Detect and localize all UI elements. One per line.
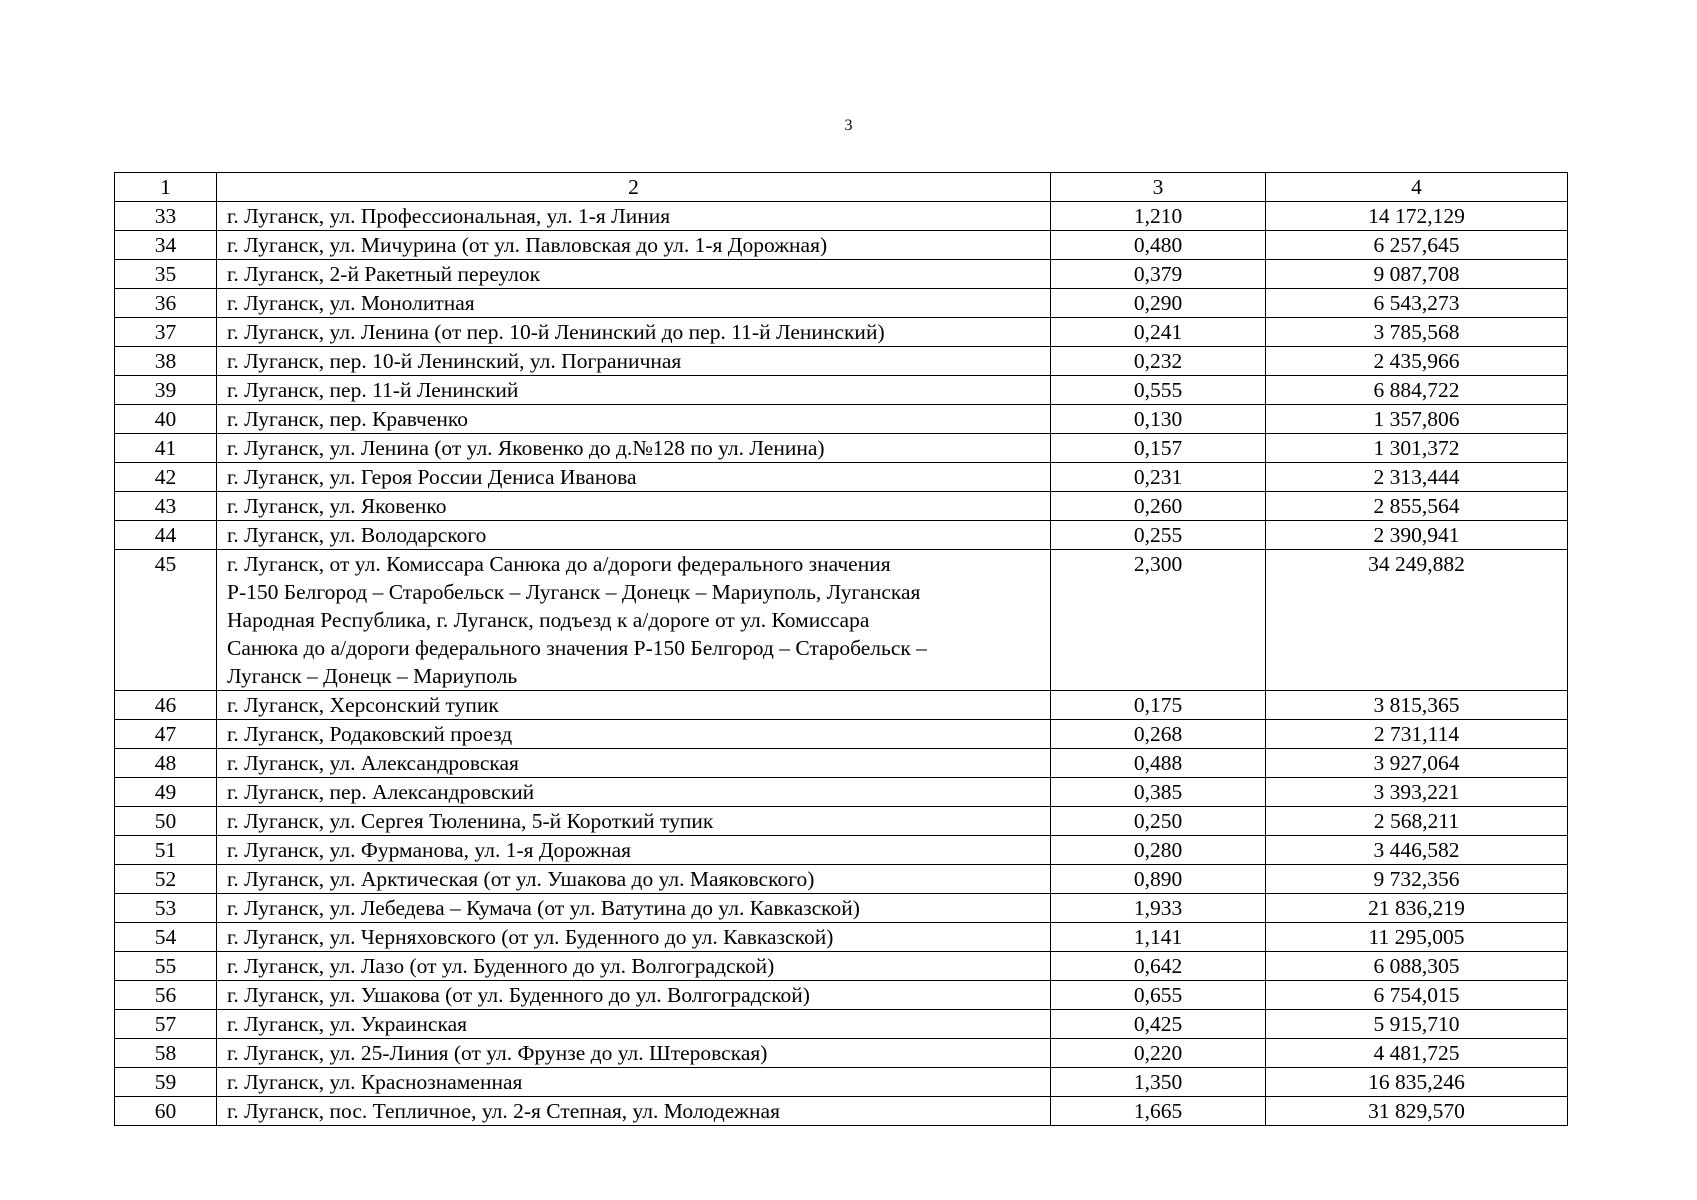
row-number: 53 — [115, 894, 217, 923]
row-address: г. Луганск, ул. Арктическая (от ул. Ушакова до ул. Маяковского) — [217, 865, 1051, 894]
row-number: 49 — [115, 778, 217, 807]
row-number: 54 — [115, 923, 217, 952]
row-cost: 11 295,005 — [1266, 923, 1568, 952]
row-cost: 1 357,806 — [1266, 405, 1568, 434]
table-body — [115, 202, 1568, 1126]
row-number: 47 — [115, 720, 217, 749]
row-address: г. Луганск, ул. Ленина (от пер. 10-й Ленинский до пер. 11-й Ленинский) — [217, 318, 1051, 347]
row-length: 0,655 — [1051, 981, 1266, 1010]
row-length: 1,141 — [1051, 923, 1266, 952]
table-row — [115, 550, 1568, 691]
table-row — [115, 521, 1568, 550]
row-cost: 6 257,645 — [1266, 231, 1568, 260]
row-number: 51 — [115, 836, 217, 865]
row-cost: 5 915,710 — [1266, 1010, 1568, 1039]
row-cost: 9 732,356 — [1266, 865, 1568, 894]
row-length: 0,280 — [1051, 836, 1266, 865]
row-cost: 6 754,015 — [1266, 981, 1568, 1010]
table-row — [115, 202, 1568, 231]
row-cost: 6 543,273 — [1266, 289, 1568, 318]
row-address: г. Луганск, пер. 11-й Ленинский — [217, 376, 1051, 405]
table-row — [115, 778, 1568, 807]
row-address: г. Луганск, ул. Монолитная — [217, 289, 1051, 318]
table-row — [115, 1097, 1568, 1126]
row-length: 1,350 — [1051, 1068, 1266, 1097]
row-length: 0,890 — [1051, 865, 1266, 894]
row-number: 42 — [115, 463, 217, 492]
row-address: г. Луганск, пер. Кравченко — [217, 405, 1051, 434]
table-row — [115, 434, 1568, 463]
row-cost: 2 435,966 — [1266, 347, 1568, 376]
table-row — [115, 347, 1568, 376]
row-number: 56 — [115, 981, 217, 1010]
row-length: 0,220 — [1051, 1039, 1266, 1068]
row-length: 0,260 — [1051, 492, 1266, 521]
table-row — [115, 1010, 1568, 1039]
row-address: г. Луганск, ул. 25-Линия (от ул. Фрунзе до ул. Штеровская) — [217, 1039, 1051, 1068]
row-number: 34 — [115, 231, 217, 260]
row-number: 35 — [115, 260, 217, 289]
header-col-3: 3 — [1051, 173, 1266, 202]
address-line: Народная Республика, г. Луганск, подъезд к а/дороге от ул. Комиссара — [227, 608, 870, 632]
row-cost: 6 088,305 — [1266, 952, 1568, 981]
table-row — [115, 405, 1568, 434]
row-length: 0,175 — [1051, 691, 1266, 720]
row-cost: 2 855,564 — [1266, 492, 1568, 521]
row-cost: 4 481,725 — [1266, 1039, 1568, 1068]
row-address — [217, 550, 1051, 691]
row-number: 36 — [115, 289, 217, 318]
address-line: г. Луганск, от ул. Комиссара Санюка до а/дороги федерального значения — [227, 552, 891, 576]
row-number: 52 — [115, 865, 217, 894]
row-length: 0,480 — [1051, 231, 1266, 260]
row-number: 48 — [115, 749, 217, 778]
address-line: Луганск – Донецк – Мариуполь — [227, 664, 518, 688]
table-header-row — [115, 173, 1568, 202]
table-row — [115, 318, 1568, 347]
row-number: 37 — [115, 318, 217, 347]
row-cost: 2 731,114 — [1266, 720, 1568, 749]
row-cost: 6 884,722 — [1266, 376, 1568, 405]
address-line: Р-150 Белгород – Старобельск – Луганск – Донецк – Мариуполь, Луганская — [227, 580, 921, 604]
table-row — [115, 492, 1568, 521]
row-length: 1,665 — [1051, 1097, 1266, 1126]
table-row — [115, 463, 1568, 492]
row-address: г. Луганск, ул. Володарского — [217, 521, 1051, 550]
roads-table — [114, 172, 1568, 1126]
row-cost: 14 172,129 — [1266, 202, 1568, 231]
table-row — [115, 749, 1568, 778]
row-number: 46 — [115, 691, 217, 720]
header-col-2: 2 — [217, 173, 1051, 202]
row-cost: 2 568,211 — [1266, 807, 1568, 836]
row-length: 0,642 — [1051, 952, 1266, 981]
table-row — [115, 952, 1568, 981]
row-address: г. Луганск, ул. Черняховского (от ул. Буденного до ул. Кавказской) — [217, 923, 1051, 952]
row-cost: 3 785,568 — [1266, 318, 1568, 347]
row-cost: 1 301,372 — [1266, 434, 1568, 463]
row-number: 57 — [115, 1010, 217, 1039]
address-line: Санюка до а/дороги федерального значения Р-150 Белгород – Старобельск – — [227, 636, 927, 660]
row-address: г. Луганск, пер. 10-й Ленинский, ул. Пограничная — [217, 347, 1051, 376]
table-row — [115, 720, 1568, 749]
row-number: 33 — [115, 202, 217, 231]
row-cost: 21 836,219 — [1266, 894, 1568, 923]
row-address: г. Луганск, ул. Украинская — [217, 1010, 1051, 1039]
row-length: 1,210 — [1051, 202, 1266, 231]
row-address: г. Луганск, ул. Краснознаменная — [217, 1068, 1051, 1097]
row-number: 39 — [115, 376, 217, 405]
row-number: 50 — [115, 807, 217, 836]
table-row — [115, 894, 1568, 923]
row-number: 44 — [115, 521, 217, 550]
row-length: 0,555 — [1051, 376, 1266, 405]
row-length: 0,231 — [1051, 463, 1266, 492]
row-number: 58 — [115, 1039, 217, 1068]
row-address: г. Луганск, ул. Сергея Тюленина, 5-й Короткий тупик — [217, 807, 1051, 836]
table-row — [115, 289, 1568, 318]
row-address: г. Луганск, Родаковский проезд — [217, 720, 1051, 749]
row-cost: 3 393,221 — [1266, 778, 1568, 807]
row-length: 0,232 — [1051, 347, 1266, 376]
row-cost: 3 927,064 — [1266, 749, 1568, 778]
row-length: 0,268 — [1051, 720, 1266, 749]
table-row — [115, 376, 1568, 405]
row-address: г. Луганск, ул. Героя России Дениса Иванова — [217, 463, 1051, 492]
row-number: 38 — [115, 347, 217, 376]
row-address: г. Луганск, ул. Ленина (от ул. Яковенко до д.№128 по ул. Ленина) — [217, 434, 1051, 463]
table-row — [115, 1039, 1568, 1068]
row-address: г. Луганск, ул. Профессиональная, ул. 1-я Линия — [217, 202, 1051, 231]
row-number: 43 — [115, 492, 217, 521]
row-length: 0,157 — [1051, 434, 1266, 463]
row-cost: 3 815,365 — [1266, 691, 1568, 720]
row-length: 0,425 — [1051, 1010, 1266, 1039]
header-col-1: 1 — [115, 173, 217, 202]
row-number: 59 — [115, 1068, 217, 1097]
row-address: г. Луганск, ул. Яковенко — [217, 492, 1051, 521]
row-address: г. Луганск, ул. Фурманова, ул. 1-я Дорожная — [217, 836, 1051, 865]
row-length: 0,385 — [1051, 778, 1266, 807]
row-cost: 34 249,882 — [1266, 550, 1568, 691]
row-address: г. Луганск, ул. Лебедева – Кумача (от ул. Ватутина до ул. Кавказской) — [217, 894, 1051, 923]
row-number: 40 — [115, 405, 217, 434]
row-address: г. Луганск, Херсонский тупик — [217, 691, 1051, 720]
row-address: г. Луганск, ул. Лазо (от ул. Буденного до ул. Волгоградской) — [217, 952, 1051, 981]
row-address: г. Луганск, пос. Тепличное, ул. 2-я Степная, ул. Молодежная — [217, 1097, 1051, 1126]
row-cost: 3 446,582 — [1266, 836, 1568, 865]
table-row — [115, 836, 1568, 865]
row-length: 0,488 — [1051, 749, 1266, 778]
row-address: г. Луганск, пер. Александровский — [217, 778, 1051, 807]
table-row — [115, 260, 1568, 289]
row-cost: 31 829,570 — [1266, 1097, 1568, 1126]
row-length: 0,379 — [1051, 260, 1266, 289]
table-row — [115, 807, 1568, 836]
row-length: 0,241 — [1051, 318, 1266, 347]
row-length: 0,290 — [1051, 289, 1266, 318]
row-address: г. Луганск, ул. Мичурина (от ул. Павловская до ул. 1-я Дорожная) — [217, 231, 1051, 260]
row-number: 60 — [115, 1097, 217, 1126]
table-row — [115, 691, 1568, 720]
page-number: 3 — [844, 117, 853, 134]
row-number: 55 — [115, 952, 217, 981]
row-address: г. Луганск, ул. Ушакова (от ул. Буденного до ул. Волгоградской) — [217, 981, 1051, 1010]
row-length: 2,300 — [1051, 550, 1266, 691]
table-row — [115, 981, 1568, 1010]
row-address: г. Луганск, 2-й Ракетный переулок — [217, 260, 1051, 289]
header-col-4: 4 — [1266, 173, 1568, 202]
row-cost: 2 390,941 — [1266, 521, 1568, 550]
row-cost: 9 087,708 — [1266, 260, 1568, 289]
row-cost: 16 835,246 — [1266, 1068, 1568, 1097]
row-length: 1,933 — [1051, 894, 1266, 923]
table-row — [115, 1068, 1568, 1097]
table-row — [115, 865, 1568, 894]
row-number: 45 — [115, 550, 217, 691]
row-length: 0,255 — [1051, 521, 1266, 550]
row-length: 0,130 — [1051, 405, 1266, 434]
row-number: 41 — [115, 434, 217, 463]
row-length: 0,250 — [1051, 807, 1266, 836]
table-row — [115, 231, 1568, 260]
table-row — [115, 923, 1568, 952]
row-cost: 2 313,444 — [1266, 463, 1568, 492]
row-address: г. Луганск, ул. Александровская — [217, 749, 1051, 778]
